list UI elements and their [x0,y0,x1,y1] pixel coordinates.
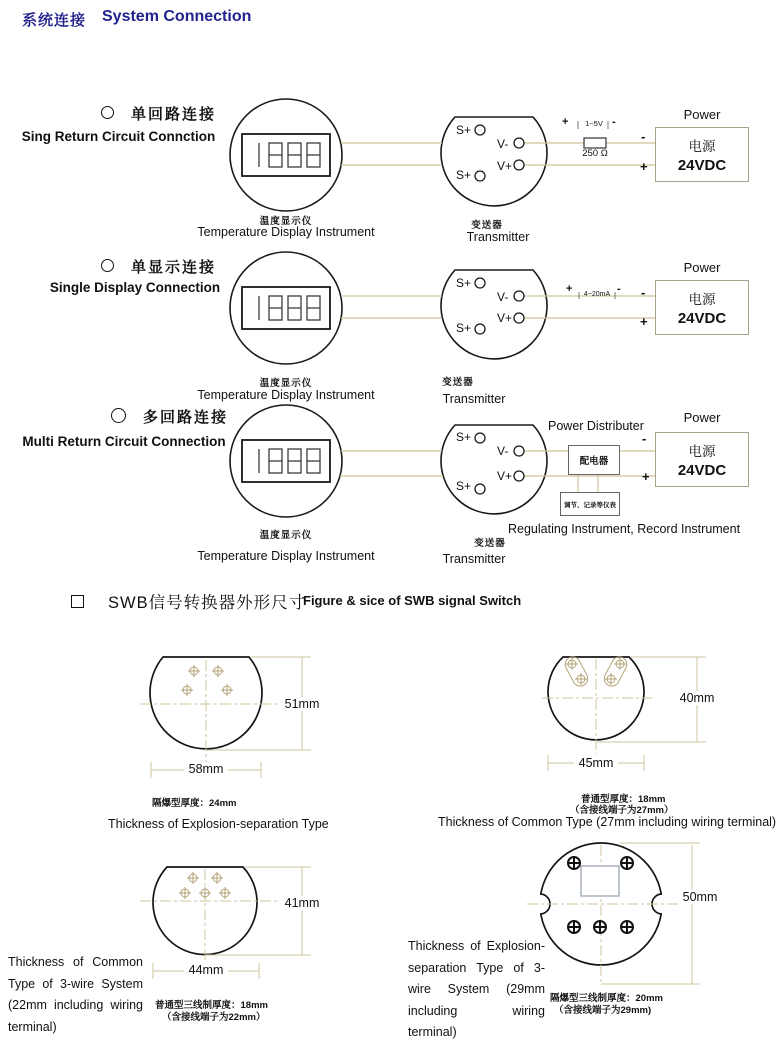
display-caption-zh: 温度显示仪 [259,216,313,227]
figureA-caption-en: Thickness of Explosion-separation Type [108,817,329,831]
wire-minus-sign: - [612,116,616,128]
diagram1-label-zh: 单回路连接 [131,106,217,123]
figureB-note-zh: 普通型厚度：18mm [581,794,666,805]
figureD-height-dim: 50mm [678,890,722,904]
transmitter-caption-zh: 变送器 [442,377,474,388]
power-minus-sign: - [642,431,647,446]
terminal-s-plus-bottom: S+ [456,479,472,493]
figureA-note-zh: 隔爆型厚度：24mm [152,798,237,809]
terminal-s-plus-bottom: S+ [456,168,472,182]
diagram3-label-en: Multi Return Circuit Connection [22,434,226,449]
terminal-window [581,866,619,896]
transmitter-caption-en: Transmitter [442,552,506,566]
figureC-note-zh: 普通型三线制厚度：18mm [155,1000,268,1011]
swb-title-en: Figure & sice of SWB signal Switch [303,593,522,608]
figureB-caption-en: Thickness of Common Type (27mm including wiring terminal) [438,815,777,829]
figureB-note-zh2: （含接线端子为27mm） [570,805,674,816]
terminal-s-plus-bottom: S+ [456,321,472,335]
power-distributer-box-label: 配电器 [579,456,609,467]
resistor-symbol [584,138,606,148]
transmitter-caption-en: Transmitter [442,392,506,406]
figureD-caption-en: Thickness of Explosion-separation Type of 3-wire System (29mm including wiring terminal) [408,939,545,1039]
power-supply-box [655,280,749,335]
figureD-graphics [527,843,700,984]
transmitter-caption-zh: 变送器 [474,538,506,549]
diagram2-graphics [230,252,655,364]
transmitter-caption-en: Transmitter [466,230,530,244]
instruments-caption: Regulating Instrument, Record Instrument [508,522,741,536]
wire-plus-sign: + [566,283,573,295]
figureC-caption-en: Thickness of Common Type of 3-wire System (22mm including wiring terminal) [8,955,143,1034]
instruments-box [560,492,620,516]
power-voltage: 24VDC [677,462,727,479]
figureB-graphics [542,654,706,771]
circle-bullet-icon [111,408,126,423]
diagram3-label-zh: 多回路连接 [143,409,229,426]
figureB-width-dim: 45mm [574,756,618,770]
power-title: Power [683,260,721,275]
figureA-height-dim: 51mm [280,697,324,711]
figureC-width-dim: 44mm [184,963,228,977]
figureA-width-dim: 58mm [184,762,228,776]
square-bullet-icon [71,595,84,608]
figureC-height-dim: 41mm [280,896,324,910]
power-plus-sign: + [642,469,650,484]
diagram1-label-en: Sing Return Circuit Connction [21,129,216,144]
power-plus-sign: + [640,159,648,174]
power-distributer-title: Power Distributer [548,419,644,433]
power-supply-box [655,432,749,487]
terminal-v-plus: V+ [497,159,513,173]
figureD-note-zh: 隔爆型三线制厚度：20mm [550,993,663,1004]
terminal-s-plus-top: S+ [456,430,472,444]
power-name-zh: 电源 [688,444,716,459]
circle-bullet-icon [101,106,114,119]
figureA-graphics [140,657,311,778]
wire-current-label: 4~20mA [583,291,611,298]
power-voltage: 24VDC [677,157,727,174]
power-distributer-box [568,445,620,475]
terminal-v-minus: V- [497,290,509,304]
display-caption-zh: 温度显示仪 [259,378,313,389]
terminal-s-plus-top: S+ [456,276,472,290]
display-caption-en: Temperature Display Instrument [197,225,375,239]
power-supply-box [655,127,749,182]
wire-plus-sign: + [562,116,569,128]
terminal-v-minus: V- [497,444,509,458]
power-name-zh: 电源 [688,139,716,154]
circle-bullet-icon [101,259,114,272]
power-minus-sign: - [641,285,646,300]
power-title: Power [683,410,721,425]
swb-title-zh: SWB信号转换器外形尺寸 [108,594,307,612]
wire-voltage-label: 1~5V [585,119,603,128]
power-minus-sign: - [641,129,646,144]
wire-minus-sign: - [617,283,621,295]
power-plus-sign: + [640,314,648,329]
figureB-height-dim: 40mm [675,691,719,705]
display-caption-en: Temperature Display Instrument [197,549,375,563]
terminal-v-minus: V- [497,137,509,151]
transmitter-caption-zh: 变送器 [471,220,503,231]
power-voltage: 24VDC [677,310,727,327]
page-title-zh: 系统连接 [22,12,87,29]
figureC-note-zh2: （含接线端子为22mm） [162,1012,266,1023]
page-title-en: System Connection [102,8,252,25]
display-caption-en: Temperature Display Instrument [197,388,375,402]
terminal-v-plus: V+ [497,311,513,325]
power-title: Power [683,107,721,122]
terminal-s-plus-top: S+ [456,123,472,137]
power-name-zh: 电源 [688,292,716,307]
display-caption-zh: 温度显示仪 [259,530,313,541]
diagram2-label-zh: 单显示连接 [131,259,217,276]
instruments-box-label: 调节、记录等仪表 [564,501,616,509]
terminal-v-plus: V+ [497,469,513,483]
figureD-note-zh2: （含接线端子为29mm) [554,1005,652,1016]
resistor-label: 250 Ω [582,148,608,159]
diagram2-label-en: Single Display Connection [49,280,221,295]
